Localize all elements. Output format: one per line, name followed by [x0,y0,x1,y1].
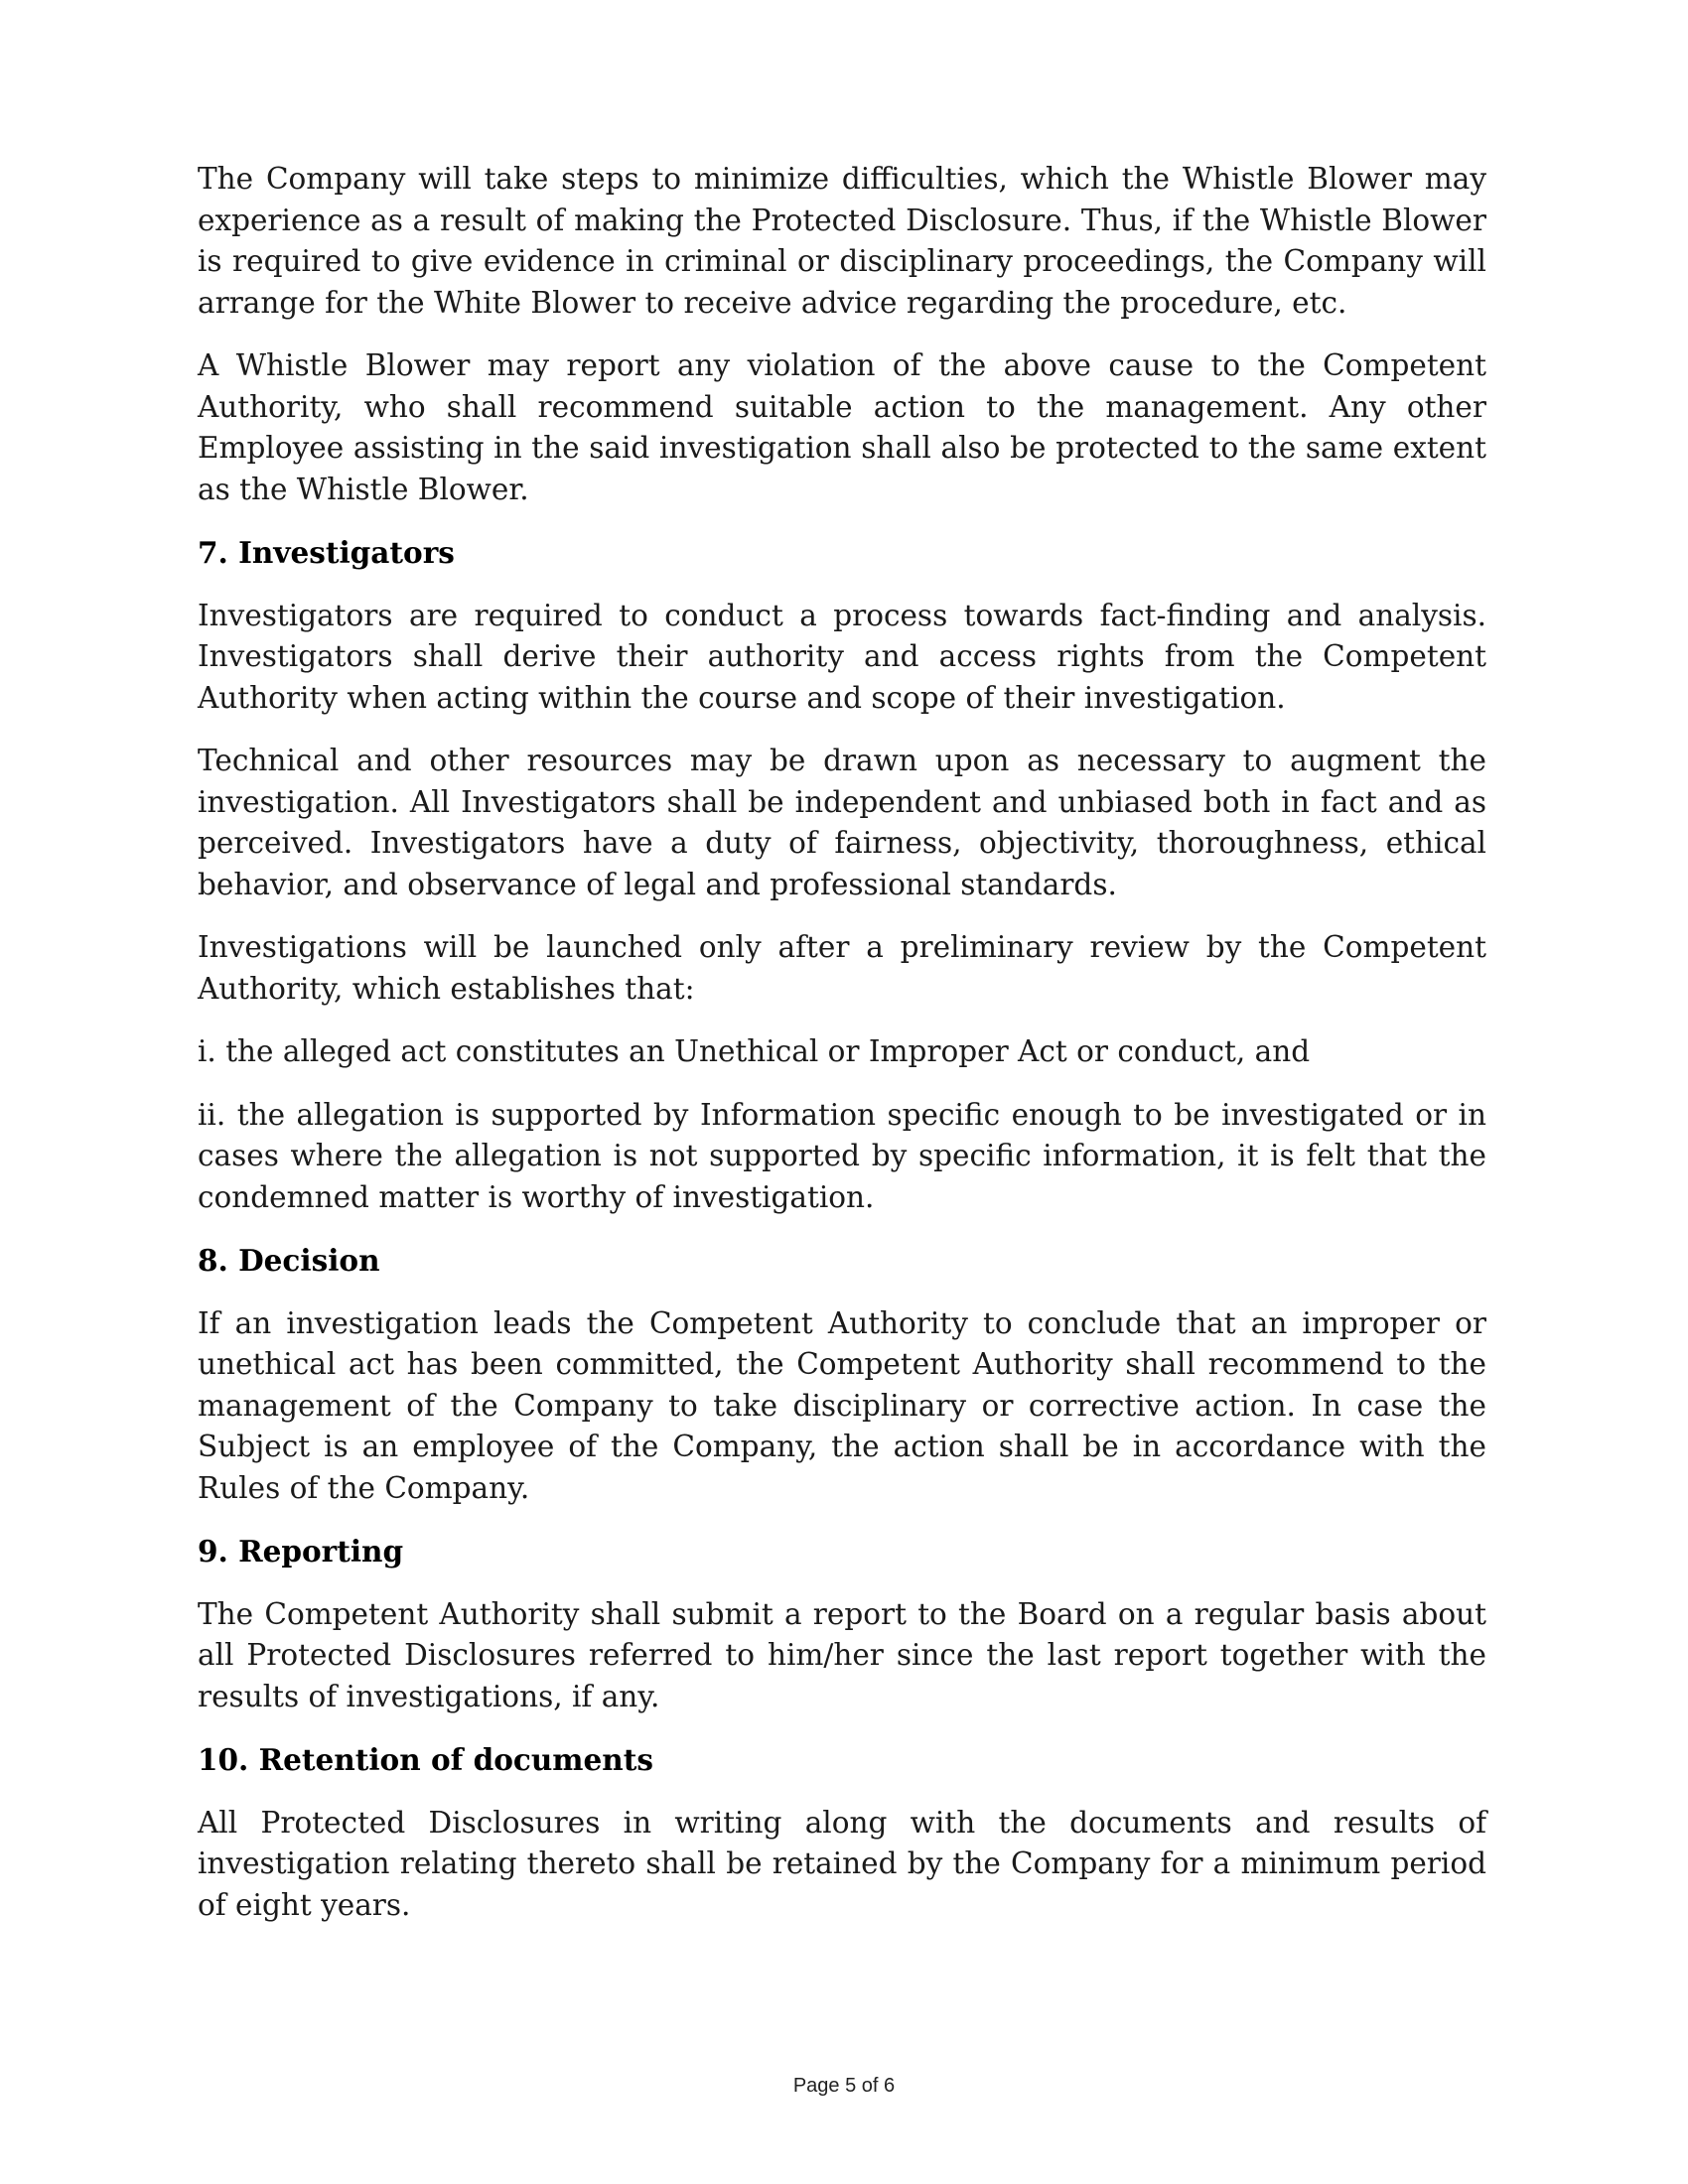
paragraph-report-violation: A Whistle Blower may report any violation of the above cause to the Competent Authority, who shall recommend suitable action to the management. Any other Employee assisting in the said investigation shall also be protected to the same extent as the Whistle Blower. [198,348,1486,506]
section-heading-retention: 10. Retention of documents [198,1742,653,1777]
paragraph-investigation-launch: Investigations will be launched only after a preliminary review by the Competent Authority, which establishes that: [198,930,1486,1006]
page-number-footer: Page 5 of 6 [792,2075,896,2097]
section-heading-reporting: 9. Reporting [198,1534,404,1569]
paragraph-reporting: The Competent Authority shall submit a report to the Board on a regular basis about all Protected Disclosures referred to him/her since the last report together with the results of investigations, if any. [198,1596,1486,1713]
list-item-condition-i: i. the alleged act constitutes an Unethical or Improper Act or conduct, and [198,1034,1311,1068]
paragraph-protection-support: The Company will take steps to minimize difficulties, which the Whistle Blower may experience as a result of making the Protected Disclosure. Thus, if the Whistle Blower is required to give evidence in criminal or disciplinary proceedings, the Company will arrange for the White Blower to receive advice regarding the procedure, etc. [198,162,1486,320]
paragraph-investigators-role: Investigators are required to conduct a process towards fact-finding and analysis. Investigators shall derive their authority and access rights from the Competent Authority when acting within the course and scope of their investigation. [198,598,1486,715]
paragraph-investigators-resources: Technical and other resources may be drawn upon as necessary to augment the investigation. All Investigators shall be independent and unbiased both in fact and as perceived. Investigators have a duty of fairness, objectivity, thoroughness, ethical behavior, and observance of legal and professional standards. [198,744,1486,901]
list-item-condition-ii: ii. the allegation is supported by Information specific enough to be investigated or in cases where the allegation is not supported by specific information, it is felt that the condemned matter is worthy of investigation. [198,1097,1486,1214]
page-content [198,159,1486,1948]
section-heading-decision: 8. Decision [198,1243,380,1278]
section-heading-investigators: 7. Investigators [198,535,455,570]
paragraph-retention: All Protected Disclosures in writing along with the documents and results of investigation relating thereto shall be retained by the Company for a minimum period of eight years. [198,1805,1486,1922]
paragraph-decision: If an investigation leads the Competent Authority to conclude that an improper or unethical act has been committed, the Competent Authority shall recommend to the management of the Company to take disciplinary or corrective action. In case the Subject is an employee of the Company, the action shall be in accordance with the Rules of the Company. [198,1305,1486,1505]
